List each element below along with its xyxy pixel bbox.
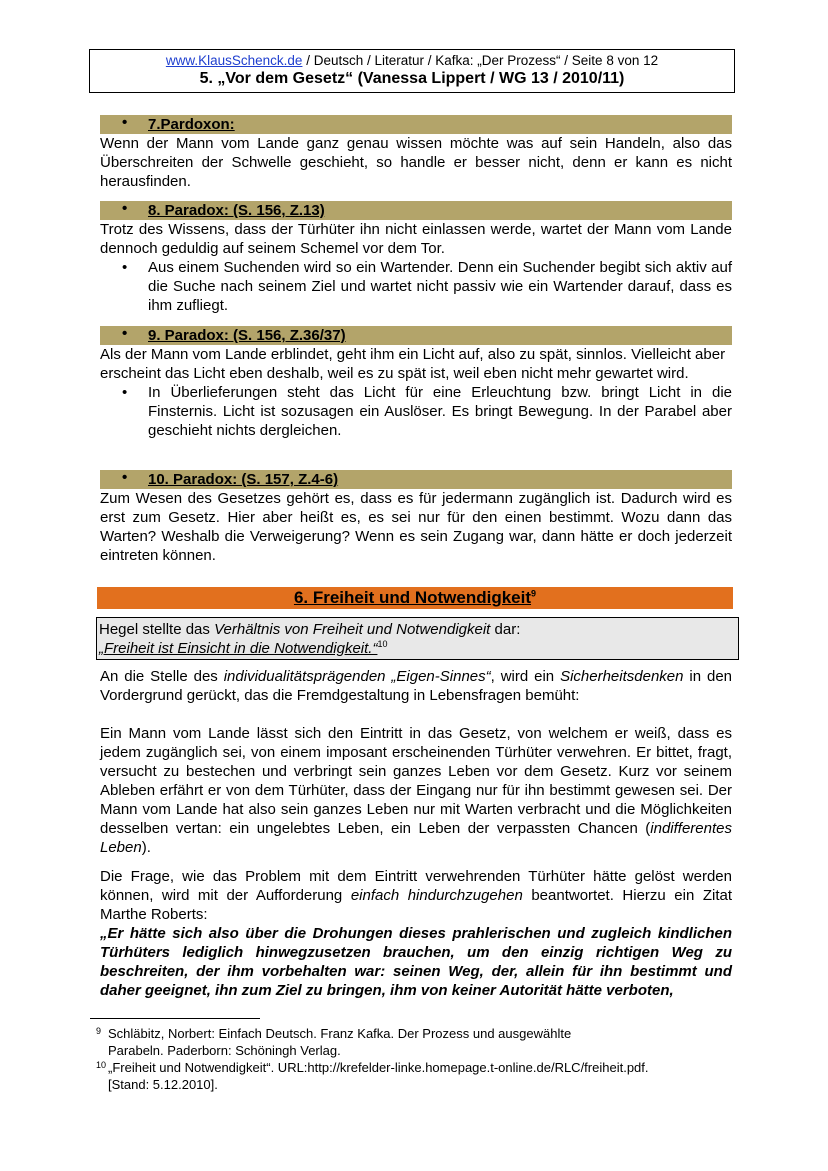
list-item-text: Aus einem Suchenden wird so ein Wartender. Denn ein Suchender begibt sich aktiv auf die Suche nach seinem Ziel und wartet nicht passiv wie ein Wartender darauf, dass es ihm zufliegt.	[148, 259, 732, 314]
bullet-icon: •	[122, 384, 128, 401]
list-item-text: In Überlieferungen steht das Licht für eine Erleuchtung bzw. bringt Licht in die Finsternis. Licht ist sozusagen ein Auslöser. Es bringt Bewegung. In der Parabel aber geschieht nichts dergleichen.	[148, 384, 732, 439]
list-item	[100, 383, 732, 440]
hegel-box	[96, 617, 739, 660]
paragraph-3: Die Frage, wie das Problem mit dem Eintritt verwehrenden Türhüter hätte gelöst werden können, wird mit der Aufforderung einfach hindurchzugehen beantwortet. Hierzu ein Zitat Marthe Roberts:	[100, 868, 732, 923]
section-text: Wenn der Mann vom Lande ganz genau wissen möchte was auf sein Handeln, also das Überschreiten der Schwelle geschieht, so handle er besser nicht, denn er kann es nicht herausfinden.	[100, 135, 732, 190]
chapter-heading: 6. Freiheit und Notwendigkeit	[293, 588, 532, 607]
section-heading: 9. Paradox: (S. 156, Z.36/37)	[148, 327, 346, 344]
section-text: Trotz des Wissens, dass der Türhüter ihn nicht einlassen werde, wartet der Mann vom Lande dennoch geduldig auf seinem Schemel vor dem Tor.	[100, 221, 732, 257]
footnote-ref: 9	[531, 588, 537, 599]
quote-box-quote: „Freiheit ist Einsicht in die Notwendigkeit.“$^{10}$	[99, 639, 388, 657]
page-header	[89, 49, 735, 93]
footnote-9: 9 Schläbitz, Norbert: Einfach Deutsch. Franz Kafka. Der Prozess und ausgewählte Parabeln. Paderborn: Schöningh Verlag.	[96, 1026, 572, 1058]
quote-box-intro: Hegel stellte das Verhältnis von Freiheit und Notwendigkeit dar:	[99, 621, 521, 638]
section-heading: 10. Paradox: (S. 157, Z.4-6)	[148, 471, 339, 488]
section-paradox-8	[100, 201, 732, 315]
paragraph-2: Ein Mann vom Lande lässt sich den Eintritt in das Gesetz, von welchem er weiß, dass es jedem zugänglich sei, von einem imposant erscheinenden Türhüter verwehren. Er bittet, fragt, versucht zu bestechen und verbringt sein ganzes Leben vor dem Gesetz. Kurz vor seinem Ableben erfährt er von dem Türhüter, dass der Eingang nur für ihn bestimmt gewesen sei. Der Mann vom Lande hat also sein ganzes Leben nur mit Warten verbracht und die Möglichkeiten desselben vertan: ein ungelebtes Leben, ein Leben der verpassten Chancen (indifferentes Leben).	[100, 725, 732, 856]
bullet-icon: •	[122, 114, 128, 131]
section-heading: 8. Paradox: (S. 156, Z.13)	[148, 202, 325, 219]
bullet-icon: •	[122, 325, 128, 342]
paragraph-1: An die Stelle des individualitätsprägenden „Eigen-Sinnes“, wird ein Sicherheitsdenken in den Vordergrund gerückt, das die Fremdgestaltung in Lebensfragen bemüht:	[100, 668, 733, 704]
bullet-icon: •	[122, 200, 128, 217]
section-heading-bar	[100, 470, 732, 489]
header-line	[90, 53, 734, 68]
section-paradox-10	[100, 470, 732, 565]
quote-box	[96, 617, 739, 660]
footnote-divider	[90, 1018, 260, 1019]
section-paradox-7	[100, 115, 732, 191]
site-link[interactable]: www.KlausSchenck.de	[165, 53, 303, 68]
bullet-icon: •	[122, 469, 128, 486]
chapter-6	[97, 587, 733, 609]
bullet-icon: •	[122, 259, 128, 276]
section-text: Zum Wesen des Gesetzes gehört es, dass es für jedermann zugänglich ist. Dadurch wird es erst zum Gesetz. Hier aber heißt es, es sei nur für den einen bestimmt. Wozu dann das Warten? Weshalb die Verweigerung? Wenn es sein Zugang war, dann hätte er doch jederzeit eintreten können.	[100, 490, 732, 564]
footnote-ref: 10	[377, 639, 388, 649]
header-title: 5. „Vor dem Gesetz“ (Vanessa Lippert / WG 13 / 2010/11)	[199, 70, 625, 87]
roberts-quote: „Er hätte sich also über die Drohungen dieses prahlerischen und zugleich kindlichen Türhüters lediglich hinwegzusetzen brauchen, um den einzig richtigen Weg zu beschreiten, der ihm vorbehalten war: seinen Weg, der, allein für ihn bestimmt und daher geeignet, ihn zum Ziel zu bringen, ihm von keiner Autorität hätte verboten,	[100, 925, 732, 999]
list-item	[100, 258, 732, 315]
footnote-10: 10 „Freiheit und Notwendigkeit“. URL:http://krefelder-linke.homepage.t-online.de/RLC/freiheit.pdf. [Stand: 5.12.2010].	[96, 1060, 649, 1092]
header-path: / Deutsch / Literatur / Kafka: „Der Prozess“ / Seite 8 von 12	[302, 53, 659, 68]
section-heading-bar	[100, 326, 732, 345]
section-heading: 7.Pardoxon:	[148, 116, 235, 133]
section-text: Als der Mann vom Lande erblindet, geht ihm ein Licht auf, also zu spät, sinnlos. Vielleicht aber erscheint das Licht eben deshalb, weil es zu spät ist, weil eben nicht mehr gewartet wird.	[100, 346, 726, 382]
footnotes	[96, 1025, 736, 1093]
section-heading-bar	[100, 201, 732, 220]
section-paradox-9	[100, 326, 732, 440]
section-heading-bar	[100, 115, 732, 134]
chapter-heading-bar	[97, 587, 733, 609]
